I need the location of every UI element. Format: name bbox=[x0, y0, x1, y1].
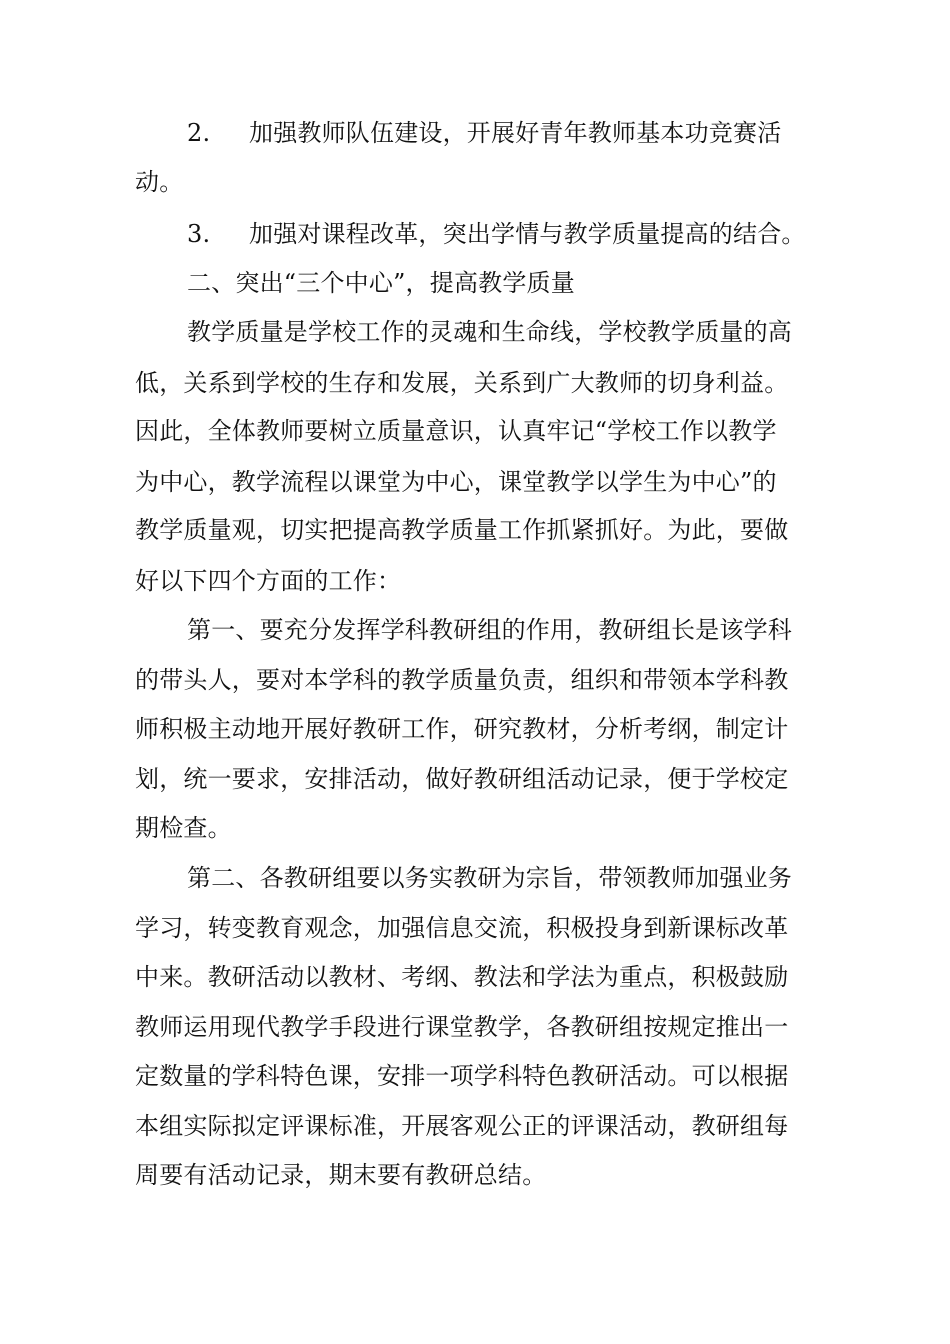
paragraph-3-line-5: 定数量的学科特色课，安排一项学科特色教研活动。可以根据 bbox=[135, 1062, 789, 1090]
list-number: 3. bbox=[187, 220, 211, 248]
paragraph-3-line-1: 第二、各教研组要以务实教研为宗旨，带领教师加强业务 bbox=[187, 864, 792, 892]
list-item-text: 加强教师队伍建设，开展好青年教师基本功竞赛活 bbox=[249, 119, 782, 147]
paragraph-1-line-1: 教学质量是学校工作的灵魂和生命线，学校教学质量的高 bbox=[187, 318, 792, 346]
list-item-2 bbox=[135, 118, 887, 148]
paragraph-3-line-2: 学习，转变教育观念，加强信息交流，积极投身到新课标改革 bbox=[135, 914, 789, 942]
paragraph-1-line-4: 为中心，教学流程以课堂为中心，课堂教学以学生为中心”的 bbox=[135, 468, 777, 496]
paragraph-1-line-3: 因此，全体教师要树立质量意识，认真牢记“学校工作以教学 bbox=[135, 417, 777, 445]
paragraph-1-line-2: 低，关系到学校的生存和发展，关系到广大教师的切身利益。 bbox=[135, 369, 789, 397]
list-item-text: 加强对课程改革，突出学情与教学质量提高的结合。 bbox=[249, 220, 806, 248]
paragraph-3-line-3: 中来。教研活动以教材、考纲、教法和学法为重点，积极鼓励 bbox=[135, 963, 789, 991]
paragraph-1-line-6: 好以下四个方面的工作： bbox=[135, 567, 402, 595]
paragraph-2-line-3: 师积极主动地开展好教研工作，研究教材，分析考纲，制定计 bbox=[135, 715, 789, 743]
paragraph-2-line-2: 的带头人，要对本学科的教学质量负责，组织和带领本学科教 bbox=[135, 666, 789, 694]
paragraph-2-line-5: 期检查。 bbox=[135, 814, 232, 842]
list-number: 2. bbox=[187, 119, 211, 147]
paragraph-1-line-5: 教学质量观，切实把提高教学质量工作抓紧抓好。为此，要做 bbox=[135, 516, 789, 544]
paragraph-3-line-7: 周要有活动记录，期末要有教研总结。 bbox=[135, 1161, 547, 1189]
list-item-2-continuation: 动。 bbox=[135, 168, 184, 196]
paragraph-2-line-1: 第一、要充分发挥学科教研组的作用，教研组长是该学科 bbox=[187, 616, 792, 644]
paragraph-2-line-4: 划，统一要求，安排活动，做好教研组活动记录，便于学校定 bbox=[135, 765, 789, 793]
list-item-3 bbox=[135, 219, 887, 249]
paragraph-3-line-6: 本组实际拟定评课标准，开展客观公正的评课活动，教研组每 bbox=[135, 1112, 789, 1140]
paragraph-3-line-4: 教师运用现代教学手段进行课堂教学，各教研组按规定推出一 bbox=[135, 1013, 789, 1041]
section-heading: 二、突出“三个中心”，提高教学质量 bbox=[187, 269, 575, 297]
